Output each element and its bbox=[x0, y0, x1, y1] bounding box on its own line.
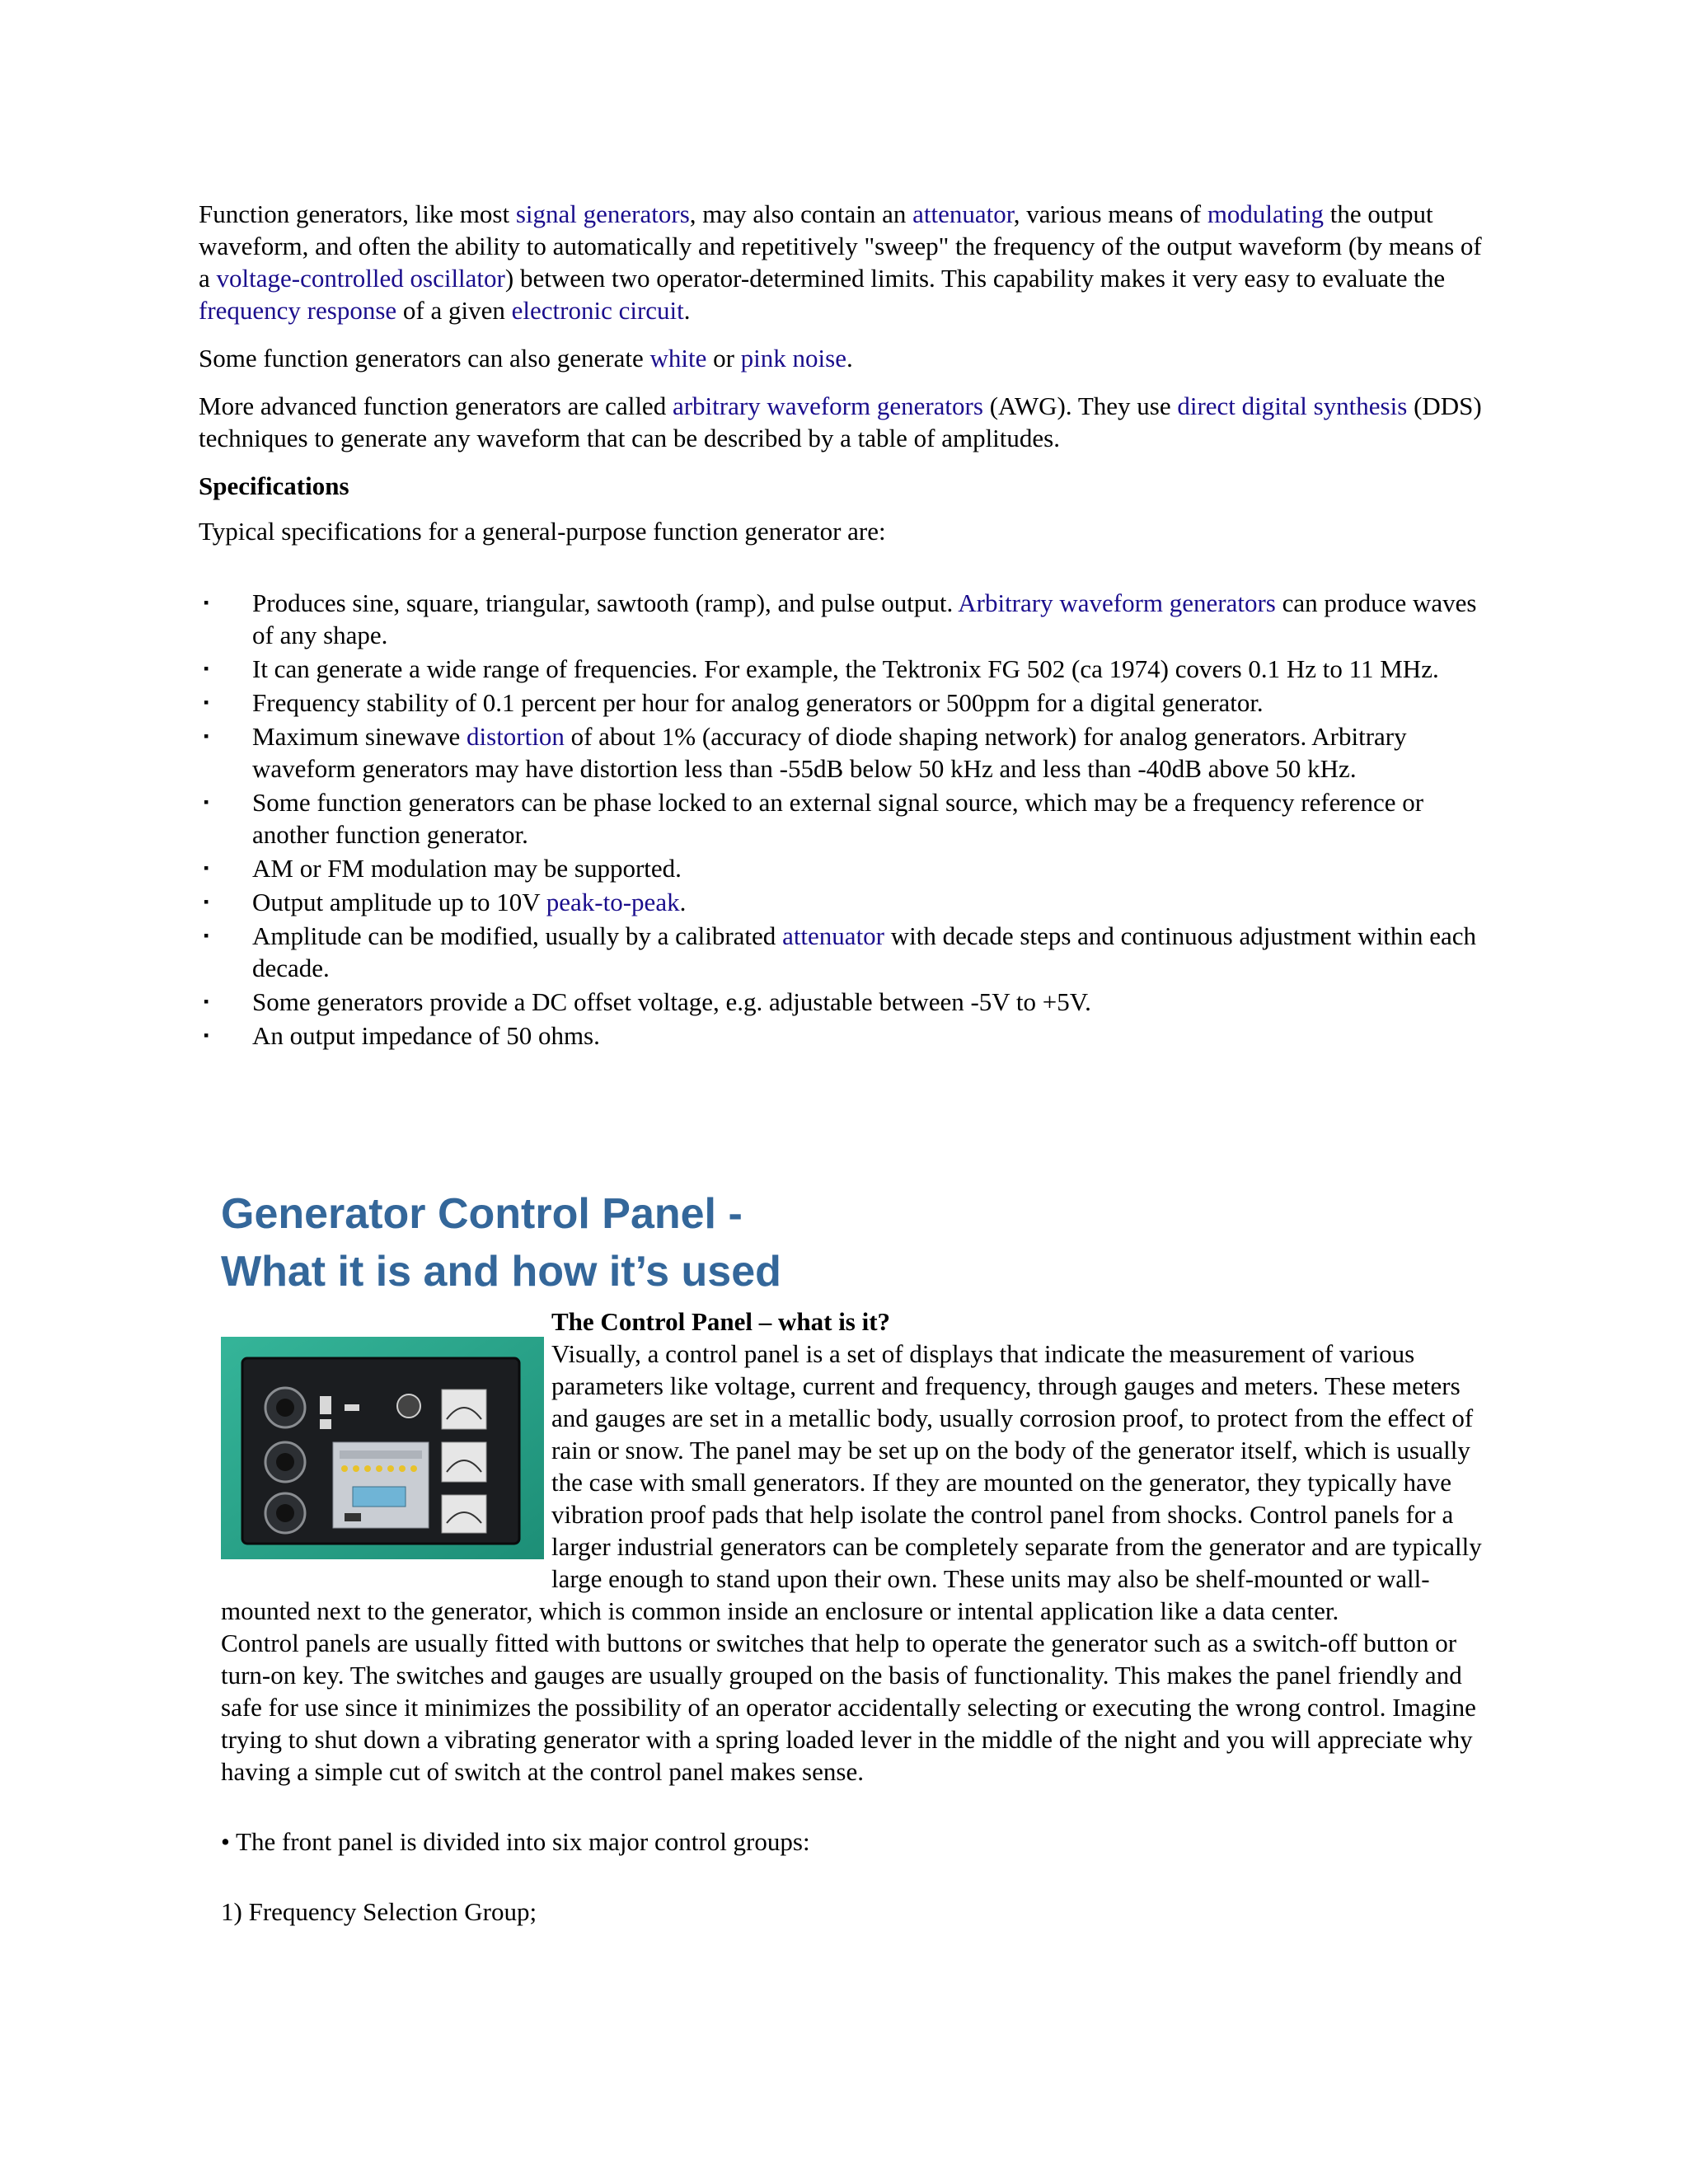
text-run: (AWG). They use bbox=[982, 391, 1178, 420]
bullet-square-icon: ▪ bbox=[204, 694, 209, 710]
text-run: with decade steps and continuous adjustment within each decade. bbox=[252, 921, 1477, 982]
bullet-square-icon: ▪ bbox=[204, 660, 209, 677]
specifications-lead: Typical specifications for a general-purpose function generator are: bbox=[199, 517, 886, 546]
text-run: . bbox=[683, 296, 691, 325]
text-run: of about 1% (accuracy of diode shaping network) for analog generators. Arbitrary waveform generators may have distortion less than -55dB below 50 kHz and less than -40dB above 50 kHz. bbox=[252, 722, 1407, 783]
text-run: or bbox=[706, 344, 741, 373]
section-body bbox=[221, 1305, 1482, 1928]
bullet-square-icon: ▪ bbox=[204, 893, 209, 910]
text-run: Frequency stability of 0.1 percent per hour for analog generators or 500ppm for a digital generator. bbox=[252, 688, 1264, 717]
control-panel-paragraph-1: Visually, a control panel is a set of displays that indicate the measurement of various parameters like voltage, current and frequency, through gauges and meters. These meters and gauges are set in a metallic body, usually corrosion proof, to protect from the effect of rain or snow. The panel may be set up on the body of the generator itself, which is usually the case with small generators. If they are mounted on the generator, they typically have vibration proof pads that help isolate the control panel from shocks. Control panels for a larger industrial generators can be completely separate from the generator and are typically large enough to stand upon their own. These units may also be shelf-mounted or wall-mounted next to the generator, which is common inside an enclosure or intental application like a data center. bbox=[221, 1339, 1482, 1625]
spec-item-text bbox=[252, 987, 1091, 1016]
section-title-line-2: What it is and how it’s used bbox=[221, 1248, 781, 1296]
spec-item-text bbox=[252, 854, 682, 883]
specifications-heading: Specifications bbox=[199, 471, 349, 500]
text-run: , various means of bbox=[1013, 199, 1207, 228]
spec-item-8 bbox=[199, 920, 1493, 984]
spec-item-2 bbox=[199, 653, 1493, 685]
bullet-square-icon: ▪ bbox=[204, 993, 209, 1010]
article-body bbox=[199, 198, 1493, 1053]
inline-link[interactable]: modulating bbox=[1207, 199, 1325, 228]
inline-link[interactable]: electronic circuit bbox=[511, 296, 684, 325]
bullet-square-icon: ▪ bbox=[204, 728, 209, 744]
text-run: Some function generators can be phase locked to an external signal source, which may be a frequency reference or another function generator. bbox=[252, 788, 1424, 849]
inline-link[interactable]: attenuator bbox=[912, 199, 1014, 228]
spec-item-3 bbox=[199, 687, 1493, 719]
spec-item-9 bbox=[199, 986, 1493, 1018]
spec-item-text bbox=[252, 588, 1476, 649]
control-panel-subheading: The Control Panel – what is it? bbox=[551, 1307, 891, 1336]
intro-paragraph-2 bbox=[199, 342, 1493, 374]
spec-item-text bbox=[252, 1021, 600, 1050]
text-run: , may also contain an bbox=[689, 199, 913, 228]
spec-item-text bbox=[252, 654, 1439, 683]
inline-link[interactable]: frequency response bbox=[199, 296, 397, 325]
text-run: Maximum sinewave bbox=[252, 722, 467, 751]
spec-item-1 bbox=[199, 587, 1493, 651]
spec-item-6 bbox=[199, 852, 1493, 884]
inline-link[interactable]: attenuator bbox=[782, 921, 885, 950]
intro-paragraph-1 bbox=[199, 198, 1493, 326]
inline-link[interactable]: arbitrary waveform generators bbox=[672, 391, 983, 420]
spec-item-4 bbox=[199, 720, 1493, 785]
bullet-square-icon: ▪ bbox=[204, 1027, 209, 1043]
text-run: the output waveform, and often the ability to automatically and repetitively "sweep" the frequency of the output waveform (by means of a bbox=[199, 199, 1482, 293]
control-panel-paragraph-2: Control panels are usually fitted with buttons or switches that help to operate the generator such as a switch-off button or turn-on key. The switches and gauges are usually grouped on the basis of functionality. This makes the panel friendly and safe for use since it minimizes the possibility of an operator accidentally selecting or executing the wrong control. Imagine trying to shut down a vibrating generator with a spring loaded lever in the middle of the night and you will appreciate why having a simple cut of switch at the control panel makes sense. bbox=[221, 1629, 1476, 1786]
inline-link[interactable]: pink noise bbox=[740, 344, 846, 373]
text-run: An output impedance of 50 ohms. bbox=[252, 1021, 600, 1050]
bullet-square-icon: ▪ bbox=[204, 594, 209, 611]
text-run: Produces sine, square, triangular, sawtooth (ramp), and pulse output. bbox=[252, 588, 959, 617]
text-run: Some function generators can also generate bbox=[199, 344, 650, 373]
specifications-list bbox=[199, 587, 1493, 1052]
text-run: . bbox=[846, 344, 853, 373]
text-run: (DDS) techniques to generate any waveform that can be described by a table of amplitudes. bbox=[199, 391, 1482, 452]
control-panel-photo bbox=[221, 1337, 544, 1559]
control-panel-section bbox=[221, 1185, 1482, 1928]
spec-item-5 bbox=[199, 786, 1493, 851]
spec-item-text bbox=[252, 788, 1423, 849]
spec-item-7 bbox=[199, 886, 1493, 918]
inline-link[interactable]: signal generators bbox=[515, 199, 690, 228]
inline-link[interactable]: voltage-controlled oscillator bbox=[216, 264, 505, 293]
text-run: can produce waves of any shape. bbox=[252, 588, 1477, 649]
text-run: Some generators provide a DC offset voltage, e.g. adjustable between -5V to +5V. bbox=[252, 987, 1091, 1016]
text-run: It can generate a wide range of frequencies. For example, the Tektronix FG 502 (ca 1974) covers 0.1 Hz to 11 MHz. bbox=[252, 654, 1439, 683]
bullet-square-icon: ▪ bbox=[204, 860, 209, 876]
text-run: Function generators, like most bbox=[199, 199, 516, 228]
spec-item-text bbox=[252, 921, 1476, 982]
text-run: of a given bbox=[396, 296, 512, 325]
inline-link[interactable]: direct digital synthesis bbox=[1177, 391, 1408, 420]
inline-link[interactable]: distortion bbox=[467, 722, 565, 751]
text-run: ) between two operator-determined limits. This capability makes it very easy to evaluate the bbox=[504, 264, 1446, 293]
section-title bbox=[221, 1185, 1482, 1301]
inline-link[interactable]: white bbox=[649, 344, 707, 373]
control-groups-bullet: • The front panel is divided into six major control groups: bbox=[221, 1827, 810, 1856]
intro-paragraph-3 bbox=[199, 390, 1493, 454]
spec-item-text bbox=[252, 888, 686, 916]
inline-link[interactable]: Arbitrary waveform generators bbox=[958, 588, 1276, 617]
section-title-line-1: Generator Control Panel - bbox=[221, 1190, 743, 1238]
text-run: Output amplitude up to 10V bbox=[252, 888, 546, 916]
text-run: Amplitude can be modified, usually by a calibrated bbox=[252, 921, 783, 950]
control-panel-illustration bbox=[221, 1337, 544, 1559]
text-run: . bbox=[679, 888, 687, 916]
numbered-item-1: 1) Frequency Selection Group; bbox=[221, 1897, 537, 1926]
text-run: More advanced function generators are called bbox=[199, 391, 673, 420]
inline-link[interactable]: peak-to-peak bbox=[546, 888, 680, 916]
bullet-square-icon: ▪ bbox=[204, 927, 209, 944]
bullet-square-icon: ▪ bbox=[204, 794, 209, 810]
spec-item-10 bbox=[199, 1019, 1493, 1052]
spec-item-text bbox=[252, 688, 1264, 717]
spec-item-text bbox=[252, 722, 1407, 783]
text-run: AM or FM modulation may be supported. bbox=[252, 854, 682, 883]
